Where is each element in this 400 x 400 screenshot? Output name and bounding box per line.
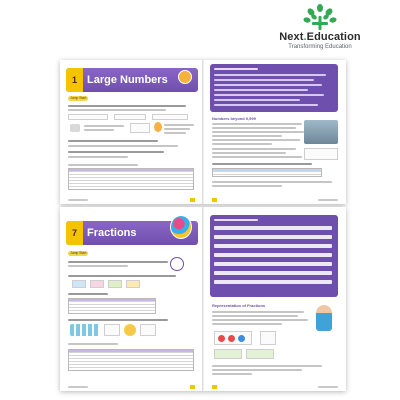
page-right	[204, 60, 346, 204]
learning-objectives-box	[210, 64, 338, 112]
book-spread-large-numbers	[60, 60, 346, 204]
page-right	[204, 207, 346, 391]
mascot-icon	[170, 215, 192, 239]
chapter-title: Fractions	[87, 227, 137, 239]
chapter-number: 7	[66, 221, 83, 245]
checklist-table	[68, 168, 194, 190]
page-left	[60, 60, 202, 204]
mascot-icon	[178, 70, 192, 84]
chapter-number: 1	[66, 68, 83, 92]
section-heading: Numbers beyond 9,999	[212, 116, 256, 121]
chapter-title: Large Numbers	[87, 74, 168, 86]
brand-logo	[258, 4, 382, 52]
section-heading: Representation of Fractions	[212, 303, 266, 308]
brand-name: Next.Education	[279, 31, 361, 43]
checklist-table	[68, 349, 194, 371]
tree-logo-icon	[302, 4, 338, 32]
book-spread-fractions	[60, 207, 346, 391]
jump-start-tag: Jump Start	[70, 251, 87, 255]
girl-illustration	[316, 305, 332, 331]
illustration-photo	[304, 120, 338, 144]
place-value-table	[212, 168, 322, 177]
learning-objectives-box	[210, 215, 338, 297]
brand-tagline: Transforming Education	[288, 44, 352, 50]
page-left	[60, 207, 202, 391]
jump-start-tag: Jump Start	[70, 96, 87, 100]
